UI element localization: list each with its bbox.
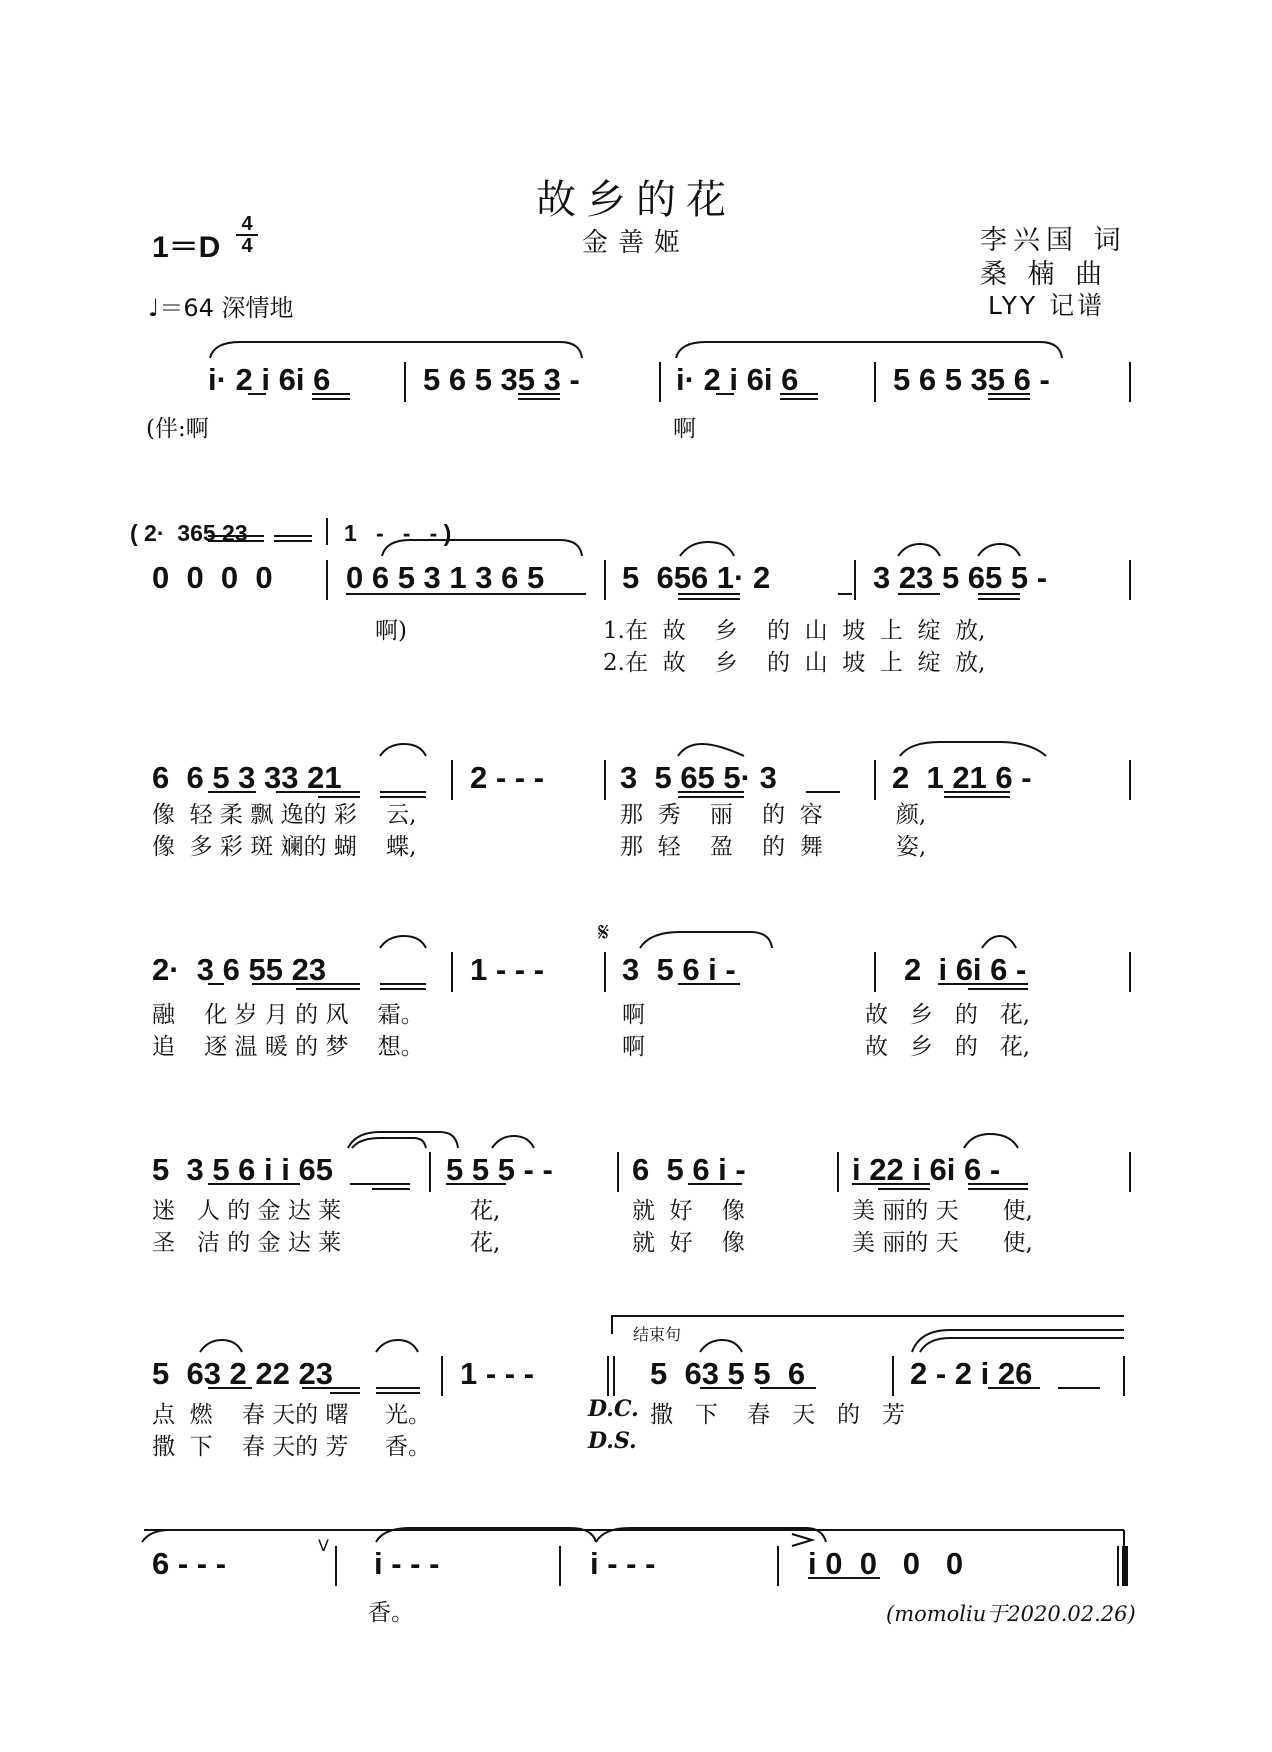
measure: 5 3 5 6 i i 65 [152, 1152, 333, 1187]
slur [142, 1530, 170, 1542]
measure: 3 5 6 i - [622, 952, 736, 987]
lyric: 美 丽的 天 使, [852, 1230, 1033, 1256]
measure: i· 2 i 6i 6 [208, 362, 331, 397]
measure: 5 63 2 22 23 [152, 1356, 333, 1391]
measure: 5 6 5 35 3 - [423, 362, 580, 397]
accent-mark [792, 1534, 812, 1546]
slur [900, 742, 1046, 756]
time-signature-top: 4 [241, 213, 253, 235]
measure: i· 2 i 6i 6 [676, 362, 799, 397]
lyric: 像 轻 柔 飘 逸的 彩 云, [152, 802, 417, 828]
slur [982, 936, 1016, 948]
slur [380, 744, 426, 756]
slur [640, 932, 772, 948]
lyric: 就 好 像 [632, 1198, 745, 1224]
lyric: 那 秀 丽 的 容 颜, [620, 802, 927, 828]
lyric: 花, [470, 1198, 501, 1224]
tempo-text: ＝64 深情地 [159, 294, 294, 322]
measure: 1 - - - [460, 1356, 535, 1391]
measure: 0 6 5 3 1 3 6 5 [346, 560, 545, 595]
measure: 2 1 21 6 - [892, 760, 1032, 795]
lyricist-credit: 李兴国 词 [980, 225, 1127, 256]
lyric: 圣 洁 的 金 达 莱 [152, 1230, 342, 1256]
measure: i 0 0 0 0 [808, 1546, 964, 1581]
slur [978, 544, 1020, 556]
lyric: 那 轻 盈 的 舞 姿, [620, 834, 927, 860]
slur [380, 936, 426, 948]
song-title: 故乡的花 [536, 177, 736, 223]
lyric: 就 好 像 [632, 1230, 745, 1256]
lyric: 故 乡 的 花, [865, 1002, 1031, 1028]
key-signature: 1＝D [152, 231, 221, 264]
lyric: (伴:啊 [146, 416, 209, 442]
measure: i 22 i 6i 6 - [852, 1152, 1001, 1187]
measure: 2· 3 6 55 23 [152, 952, 327, 987]
lyric: 故 乡 的 花, [865, 1034, 1031, 1060]
accompaniment: 1 - - - ) [344, 520, 452, 546]
slur [680, 542, 734, 556]
measure: 2 - - - [470, 760, 545, 795]
lyric: 融 化 岁 月 的 风 霜。 [152, 1002, 424, 1028]
slur [678, 744, 744, 756]
measure: i - - - [374, 1546, 440, 1581]
slur [964, 1134, 1018, 1148]
lyric: 啊 [622, 1034, 645, 1060]
lyric: 香。 [368, 1600, 414, 1626]
measure: 3 5 65 5· 3 [620, 760, 777, 795]
final-bar-thick [1122, 1546, 1128, 1586]
lyric: 迷 人 的 金 达 莱 [152, 1198, 342, 1224]
lyric: 追 逐 温 暖 的 梦 想。 [152, 1034, 424, 1060]
slur [492, 1136, 534, 1148]
slur [200, 1340, 242, 1352]
lyric: 啊 [622, 1002, 645, 1028]
lyric: 2.在 故 乡 的 山 坡 上 绽 放, [603, 650, 986, 676]
slur [352, 1138, 426, 1148]
measure: 6 - - - [152, 1546, 227, 1581]
segno-mark: 𝄋 [598, 918, 610, 948]
measure: 5 656 1· 2 [622, 560, 771, 595]
lyric: 花, [470, 1230, 501, 1256]
lyric: 1.在 故 乡 的 山 坡 上 绽 放, [603, 618, 986, 644]
measure: 1 - - - [470, 952, 545, 987]
measure: 5 6 5 35 6 - [893, 362, 1050, 397]
ending-label: 结束句 [633, 1325, 682, 1344]
quarter-note-icon: ♩ [148, 294, 160, 322]
slur [700, 1340, 742, 1352]
slur [376, 1340, 418, 1352]
measure: i - - - [590, 1546, 656, 1581]
singer-name: 金善姬 [581, 228, 690, 258]
measure: 6 6 5 3 33 21 [152, 760, 342, 795]
composer-credit: 桑 楠 曲 [980, 259, 1109, 290]
time-signature-bottom: 4 [236, 234, 258, 256]
accompaniment: ( 2· 365 23 [130, 520, 248, 546]
da-capo-mark: D.C. [588, 1396, 639, 1422]
slur [920, 1338, 1124, 1352]
lyric: 美 丽的 天 使, [852, 1198, 1033, 1224]
measure: 2 - 2 i 26 [910, 1356, 1033, 1391]
slur [210, 342, 582, 358]
lyric: 点 燃 春 天的 曙 光。 [152, 1402, 432, 1428]
lyric: 撒 下 春 天的 芳 香。 [152, 1434, 432, 1460]
transcriber-credit: LYY 记谱 [988, 291, 1106, 320]
dal-segno-mark: D.S. [588, 1428, 637, 1454]
slur [676, 342, 1062, 358]
slur [898, 544, 940, 556]
lyric: 啊) [375, 618, 407, 644]
measure: 5 5 5 - - [446, 1152, 553, 1187]
measure: 2 i 6i 6 - [904, 952, 1027, 987]
measure: 3 23 5 65 5 - [873, 560, 1048, 595]
ending-bracket [612, 1316, 1124, 1334]
lyric: 像 多 彩 斑 斓的 蝴 蝶, [152, 834, 417, 860]
slur [382, 540, 582, 556]
slur [912, 1330, 1124, 1352]
measure: 5 63 5 5 6 [650, 1356, 806, 1391]
measure: 6 5 6 i - [632, 1152, 746, 1187]
measure: 0 0 0 0 [152, 560, 273, 595]
breath-mark: V [318, 1536, 329, 1555]
lyric: 撒 下 春 天 的 芳 [650, 1402, 905, 1428]
lyric: 啊 [673, 416, 696, 442]
transcription-footer: (momoliu于2020.02.26) [886, 1602, 1136, 1626]
